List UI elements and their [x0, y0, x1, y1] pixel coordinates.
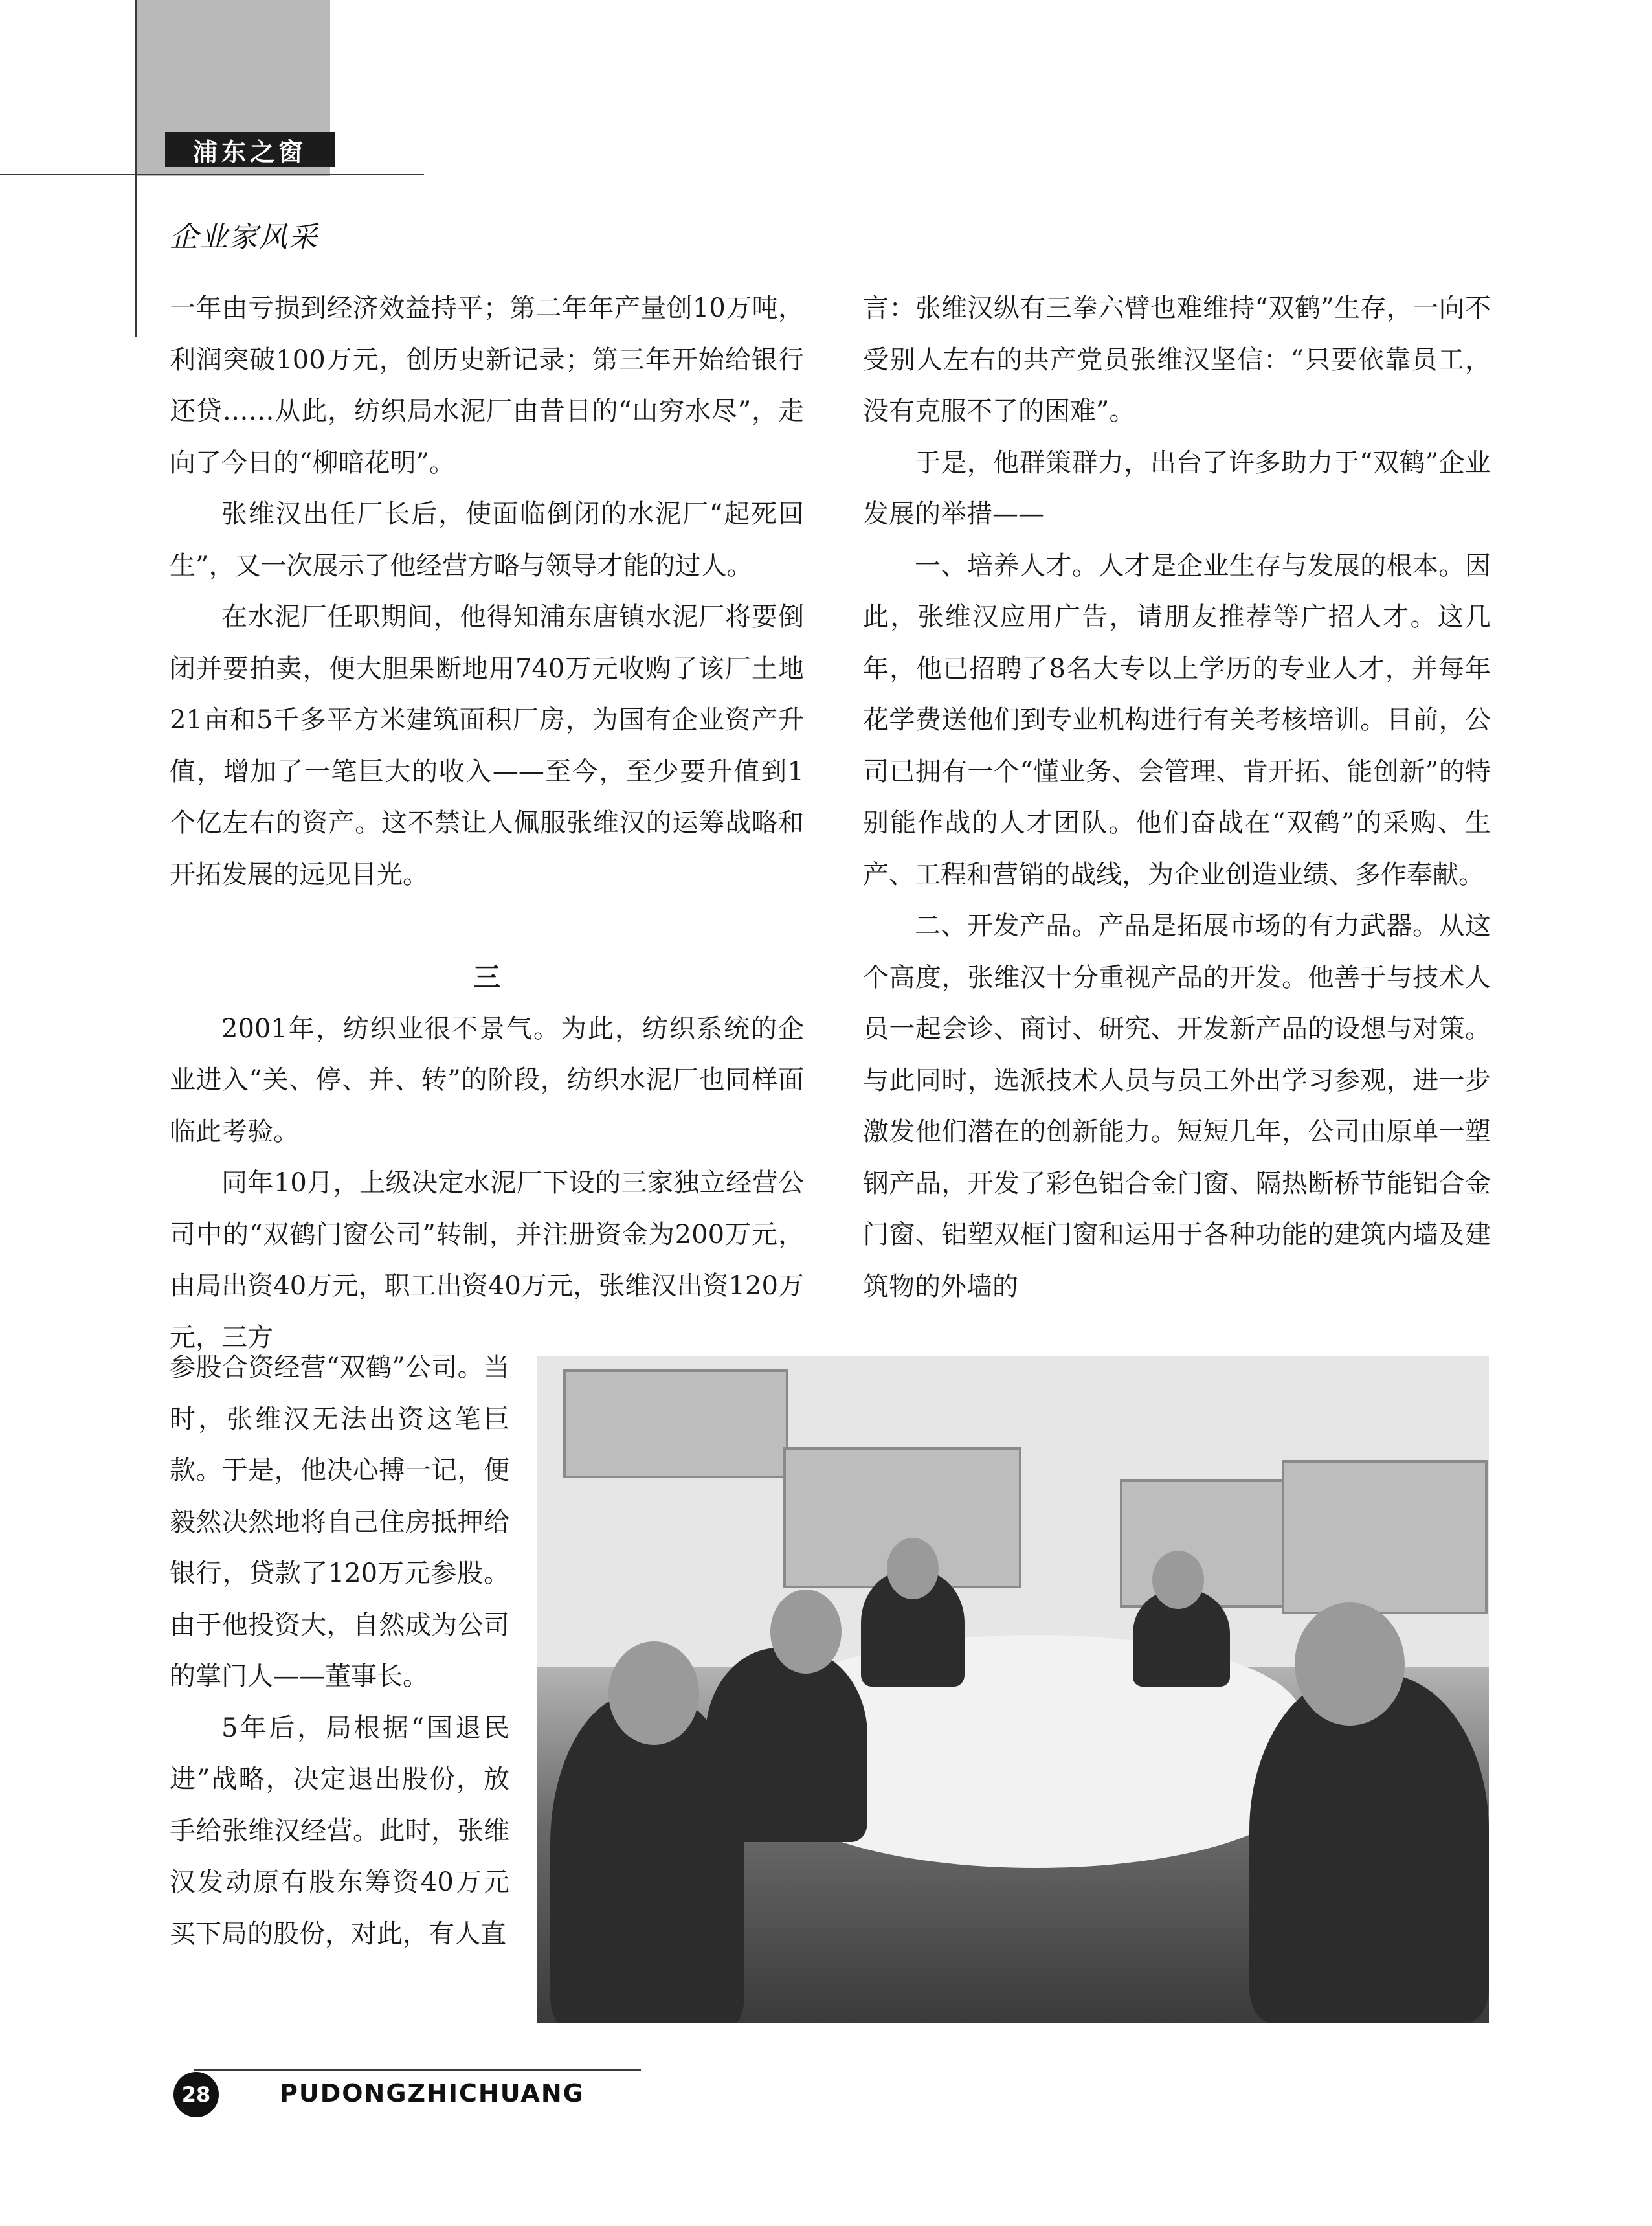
magazine-logo: 浦东之窗 [165, 132, 335, 167]
photo-person [706, 1648, 867, 1842]
footer-magazine-name: PUDONGZHICHUANG [280, 2079, 585, 2108]
right-paragraph-2: 于是，他群策群力，出台了许多助力于“双鹤”企业发展的举措—— [863, 447, 1491, 529]
photo-notice-board [1282, 1460, 1488, 1614]
left-paragraph-4: 2001年，纺织业很不景气。为此，纺织系统的企业进入“关、停、并、转”的阶段，纺织水泥厂也同样面临此考验。 [170, 1013, 804, 1147]
header-horizontal-rule [0, 174, 424, 175]
photo-person-head [608, 1641, 699, 1745]
photo-person-head [770, 1590, 842, 1674]
photo-person-head [1295, 1602, 1405, 1726]
section-heading-three: 三 [473, 961, 500, 993]
right-paragraph-1: 言：张维汉纵有三拳六臂也难维持“双鹤”生存，一向不受别人左右的共产党员张维汉坚信：“只要依靠员工，没有克服不了的困难”。 [863, 293, 1491, 426]
photo-person-head [887, 1538, 939, 1599]
left-paragraph-1: 一年由亏损到经济效益持平；第二年年产量创10万吨，利润突破100万元，创历史新记录；第三年开始给银行还贷……从此，纺织局水泥厂由昔日的“山穷水尽”，走向了今日的“柳暗花明”。 [170, 293, 804, 478]
photo-notice-board [1120, 1479, 1293, 1608]
photo-wall-banner [563, 1369, 788, 1478]
right-paragraph-3: 一、培养人才。人才是企业生存与发展的根本。因此，张维汉应用广告，请朋友推荐等广招人才。这几年，他已招聘了8名大专以上学历的专业人才，并每年花学费送他们到专业机构进行有关考核培训。目前，公司已拥有一个“懂业务、会管理、肯开拓、能创新”的特别能作战的人才团队。他们奋战在“双鹤”的采购、生产、工程和营销的战线，为企业创造业绩、多作奉献。 [863, 550, 1491, 890]
photo-person-head [1152, 1551, 1204, 1609]
narrow-paragraph-1: 参股合资经营“双鹤”公司。当时，张维汉无法出资这笔巨款。于是，他决心搏一记，便毅然决然地将自己住房抵押给银行，贷款了120万元参股。由于他投资大，自然成为公司的掌门人——董事长。 [170, 1353, 509, 1691]
left-column [170, 283, 804, 1364]
left-paragraph-3: 在水泥厂任职期间，他得知浦东唐镇水泥厂将要倒闭并要拍卖，便大胆果断地用740万元收购了该厂土地21亩和5千多平方米建筑面积厂房，为国有企业资产升值，增加了一笔巨大的收入——至今，至少要升值到1个亿左右的资产。这不禁让人佩服张维汉的运筹战略和开拓发展的远见目光。 [170, 602, 804, 890]
right-column [863, 283, 1491, 1312]
header-vertical-rule [135, 0, 137, 337]
right-paragraph-4: 二、开发产品。产品是拓展市场的有力武器。从这个高度，张维汉十分重视产品的开发。他善于与技术人员一起会诊、商讨、研究、开发新产品的设想与对策。与此同时，选派技术人员与员工外出学习参观，进一步激发他们潜在的创新能力。短短几年，公司由原单一塑钢产品，开发了彩色铝合金门窗、隔热断桥节能铝合金门窗、铝塑双框门窗和运用于各种功能的建筑内墙及建筑物的外墙的 [863, 911, 1491, 1301]
page-number: 28 [173, 2072, 219, 2117]
left-paragraph-5: 同年10月，上级决定水泥厂下设的三家独立经营公司中的“双鹤门窗公司”转制，并注册资金为200万元，由局出资40万元，职工出资40万元，张维汉出资120万元，三方 [170, 1168, 804, 1353]
left-paragraph-2: 张维汉出任厂长后，使面临倒闭的水泥厂“起死回生”，又一次展示了他经营方略与领导才能的过人。 [170, 499, 804, 581]
narrow-paragraph-2: 5年后，局根据“国退民进”战略，决定退出股份，放手给张维汉经营。此时，张维汉发动原有股东筹资40万元买下局的股份，对此，有人直 [170, 1713, 509, 1949]
photo-person [1249, 1674, 1489, 2023]
section-title: 企业家风采 [170, 221, 318, 254]
meeting-photo [537, 1356, 1489, 2023]
footer-rule [194, 2069, 641, 2071]
narrow-column [170, 1342, 509, 1960]
